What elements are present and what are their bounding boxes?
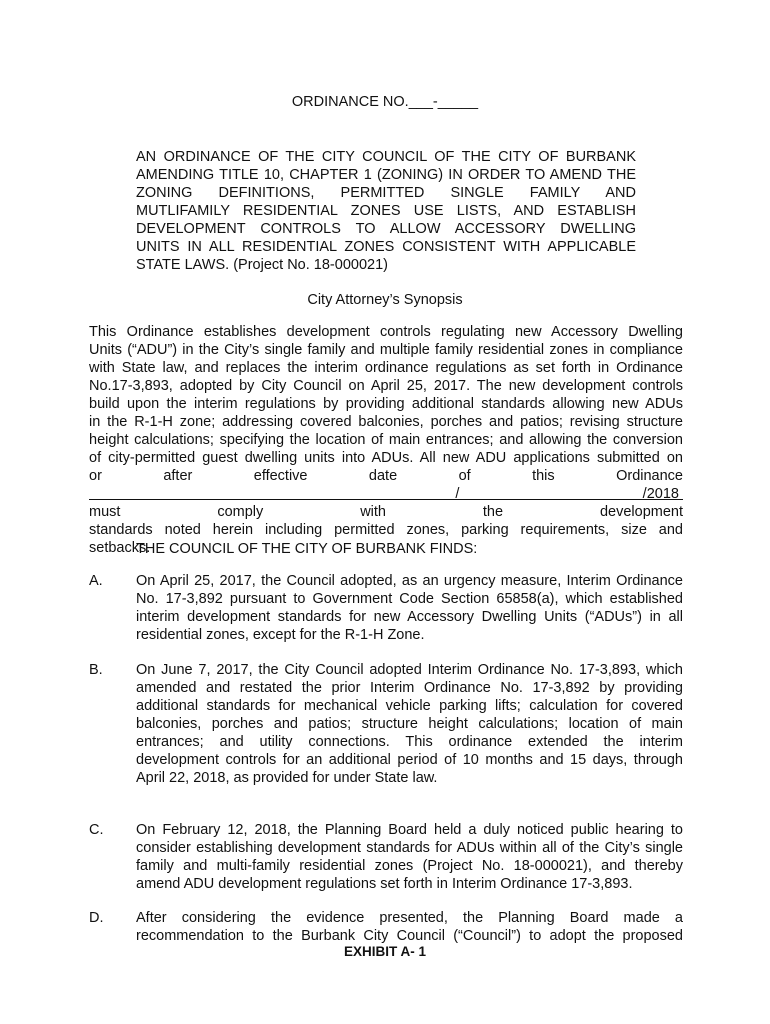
- ordinance-blank-2: _____: [437, 94, 479, 110]
- finding-line: additional standards for mechanical vehicle parking lifts; calculation for covered: [136, 698, 683, 714]
- synopsis-text: or after effective date of this Ordinance: [89, 468, 683, 484]
- finding-line: balconies, porches and patios; structure height calculations; location of main: [136, 716, 683, 732]
- synopsis-line: with State law, and replaces the interim ordinance regulations as set forth in Ordinance: [89, 360, 683, 376]
- finding-line: entrances; and utility connections. This ordinance extended the interim: [136, 734, 683, 750]
- synopsis-line: in the R-1-H zone; addressing covered balconies, porches and patios; revising structure: [89, 414, 683, 430]
- finding-line: amended and restated the prior Interim Ordinance No. 17-3,892 by providing: [136, 680, 683, 696]
- heading-line: DEVELOPMENT CONTROLS TO ALLOW ACCESSORY DWELLING: [136, 221, 636, 237]
- synopsis-line: No.17-3,893, adopted by City Council on April 25, 2017. The new development controls: [89, 378, 683, 394]
- synopsis-title: City Attorney’s Synopsis: [307, 292, 463, 308]
- finding-line: consider establishing development standards for ADUs within all of the City’s single: [136, 840, 683, 856]
- synopsis-line: of city-permitted guest dwelling units into ADUs. All new ADU applications submitted on: [89, 450, 683, 466]
- synopsis-line: build upon the interim regulations by providing additional standards allowing new ADUs: [89, 396, 683, 412]
- heading-line: MUTLIFAMILY RESIDENTIAL ZONES USE LISTS, AND ESTABLISH: [136, 203, 636, 219]
- finding-letter: A.: [89, 573, 103, 589]
- finding-line: amend ADU development regulations set forth in Interim Ordinance 17-3,893.: [136, 876, 633, 892]
- finding-line: development controls for an additional period of 10 months and 15 days, through: [136, 752, 683, 768]
- synopsis-line: height calculations; specifying the location of main entrances; and allowing the conversion: [89, 432, 683, 448]
- synopsis-line-effective-date: [89, 467, 683, 521]
- synopsis-text: must comply with the development: [89, 504, 683, 520]
- finding-body: [136, 821, 683, 893]
- ordinance-prefix: ORDINANCE NO.: [291, 94, 409, 110]
- heading-line: UNITS IN ALL RESIDENTIAL ZONES CONSISTENT WITH APPLICABLE: [136, 239, 636, 255]
- exhibit-footer: EXHIBIT A- 1: [343, 944, 426, 959]
- finding-line: No. 17-3,892 pursuant to Government Code Section 65858(a), which established: [136, 591, 683, 607]
- finding-line: On April 25, 2017, the Council adopted, as an urgency measure, Interim Ordinance: [136, 573, 683, 589]
- synopsis-line: standards noted herein including permitted zones, parking requirements, size and: [89, 522, 683, 538]
- heading-line: ZONING DEFINITIONS, PERMITTED SINGLE FAMILY AND: [136, 185, 636, 201]
- ordinance-number-title: [0, 93, 770, 111]
- finding-line: family and multi-family residential zones (Project No. 18-000021), and thereby: [136, 858, 683, 874]
- finding-line: recommendation to the Burbank City Council (“Council”) to adopt the proposed: [136, 928, 683, 944]
- finding-line: On June 7, 2017, the City Council adopted Interim Ordinance No. 17-3,893, which: [136, 662, 683, 678]
- synopsis-line: This Ordinance establishes development controls regulating new Accessory Dwelling: [89, 324, 683, 340]
- finding-letter: D.: [89, 910, 104, 926]
- ordinance-blank-1: ___: [408, 94, 433, 110]
- findings-heading: THE COUNCIL OF THE CITY OF BURBANK FINDS:: [136, 541, 478, 557]
- finding-line: residential zones, except for the R-1-H Zone.: [136, 627, 425, 643]
- ordinance-dash: -: [432, 94, 438, 110]
- finding-body: [136, 572, 683, 644]
- heading-line: STATE LAWS. (Project No. 18-000021): [136, 257, 388, 273]
- finding-line: On February 12, 2018, the Planning Board held a duly noticed public hearing to: [136, 822, 683, 838]
- finding-line: April 22, 2018, as provided for under State law.: [136, 770, 438, 786]
- heading-line: AMENDING TITLE 10, CHAPTER 1 (ZONING) IN ORDER TO AMEND THE: [136, 167, 636, 183]
- synopsis-line: Units (“ADU”) in the City’s single family and multiple family residential zones in compliance: [89, 342, 683, 358]
- finding-letter: C.: [89, 822, 104, 838]
- finding-line: After considering the evidence presented, the Planning Board made a: [136, 910, 683, 926]
- finding-line: interim development standards for new Accessory Dwelling Units (“ADUs”) in all: [136, 609, 683, 625]
- finding-body: [136, 661, 683, 787]
- heading-line: AN ORDINANCE OF THE CITY COUNCIL OF THE CITY OF BURBANK: [136, 149, 636, 165]
- ordinance-heading: [136, 148, 636, 274]
- finding-letter: B.: [89, 662, 103, 678]
- synopsis-line: setbacks.: [89, 540, 151, 556]
- finding-body: [136, 909, 683, 945]
- synopsis-paragraph: [89, 323, 683, 557]
- effective-date-blank: / /2018: [89, 486, 683, 502]
